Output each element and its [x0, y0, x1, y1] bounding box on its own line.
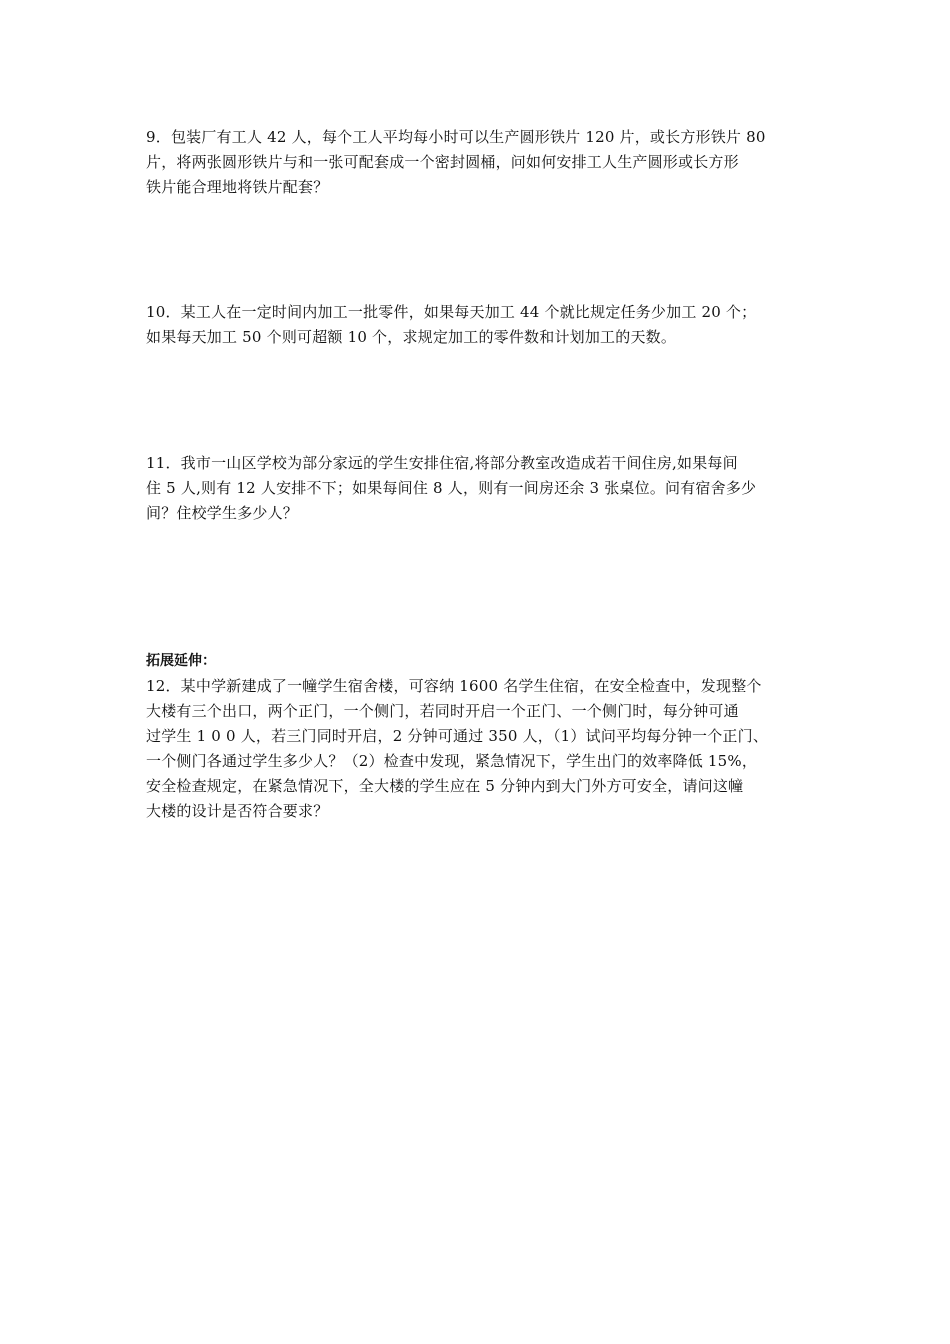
problem-9	[146, 125, 816, 200]
problem-12-line-1: 12．某中学新建成了一幢学生宿舍楼，可容纳 1600 名学生住宿，在安全检查中，发现整个	[146, 677, 762, 695]
problem-10-line-2: 如果每天加工 50 个则可超额 10 个，求规定加工的零件数和计划加工的天数。	[146, 328, 677, 346]
problem-10	[146, 300, 816, 350]
problem-12-line-5: 安全检查规定，在紧急情况下，全大楼的学生应在 5 分钟内到大门外方可安全，请问这幢	[146, 777, 744, 795]
problem-12	[146, 674, 816, 824]
problem-12-line-4: 一个侧门各通过学生多少人？（2）检查中发现，紧急情况下，学生出门的效率降低 15%，	[146, 752, 758, 770]
problem-11	[146, 451, 816, 526]
problem-9-line-3: 铁片能合理地将铁片配套？	[146, 178, 329, 196]
extension-heading: 拓展延伸：	[146, 653, 216, 669]
problem-9-line-2: 片，将两张圆形铁片与和一张可配套成一个密封圆桶，问如何安排工人生产圆形或长方形	[146, 153, 739, 171]
problem-11-line-2: 住 5 人,则有 12 人安排不下；如果每间住 8 人，则有一间房还余 3 张桌位。问有宿舍多少	[146, 479, 757, 497]
problem-9-line-1: 9．包装厂有工人 42 人，每个工人平均每小时可以生产圆形铁片 120 片，或长方形铁片 80	[146, 128, 766, 146]
problem-11-line-1: 11．我市一山区学校为部分家远的学生安排住宿,将部分教室改造成若干间住房,如果每间	[146, 454, 738, 472]
problem-12-line-3: 过学生 1 0 0 人，若三门同时开启，2 分钟可通过 350 人，（1）试问平均每分钟一个正门、	[146, 727, 769, 745]
problem-10-line-1: 10．某工人在一定时间内加工一批零件，如果每天加工 44 个就比规定任务少加工 20 个；	[146, 303, 757, 321]
problem-11-line-3: 间？住校学生多少人？	[146, 504, 299, 522]
problem-12-line-6: 大楼的设计是否符合要求？	[146, 802, 329, 820]
problem-12-line-2: 大楼有三个出口，两个正门，一个侧门，若同时开启一个正门、一个侧门时，每分钟可通	[146, 702, 739, 720]
